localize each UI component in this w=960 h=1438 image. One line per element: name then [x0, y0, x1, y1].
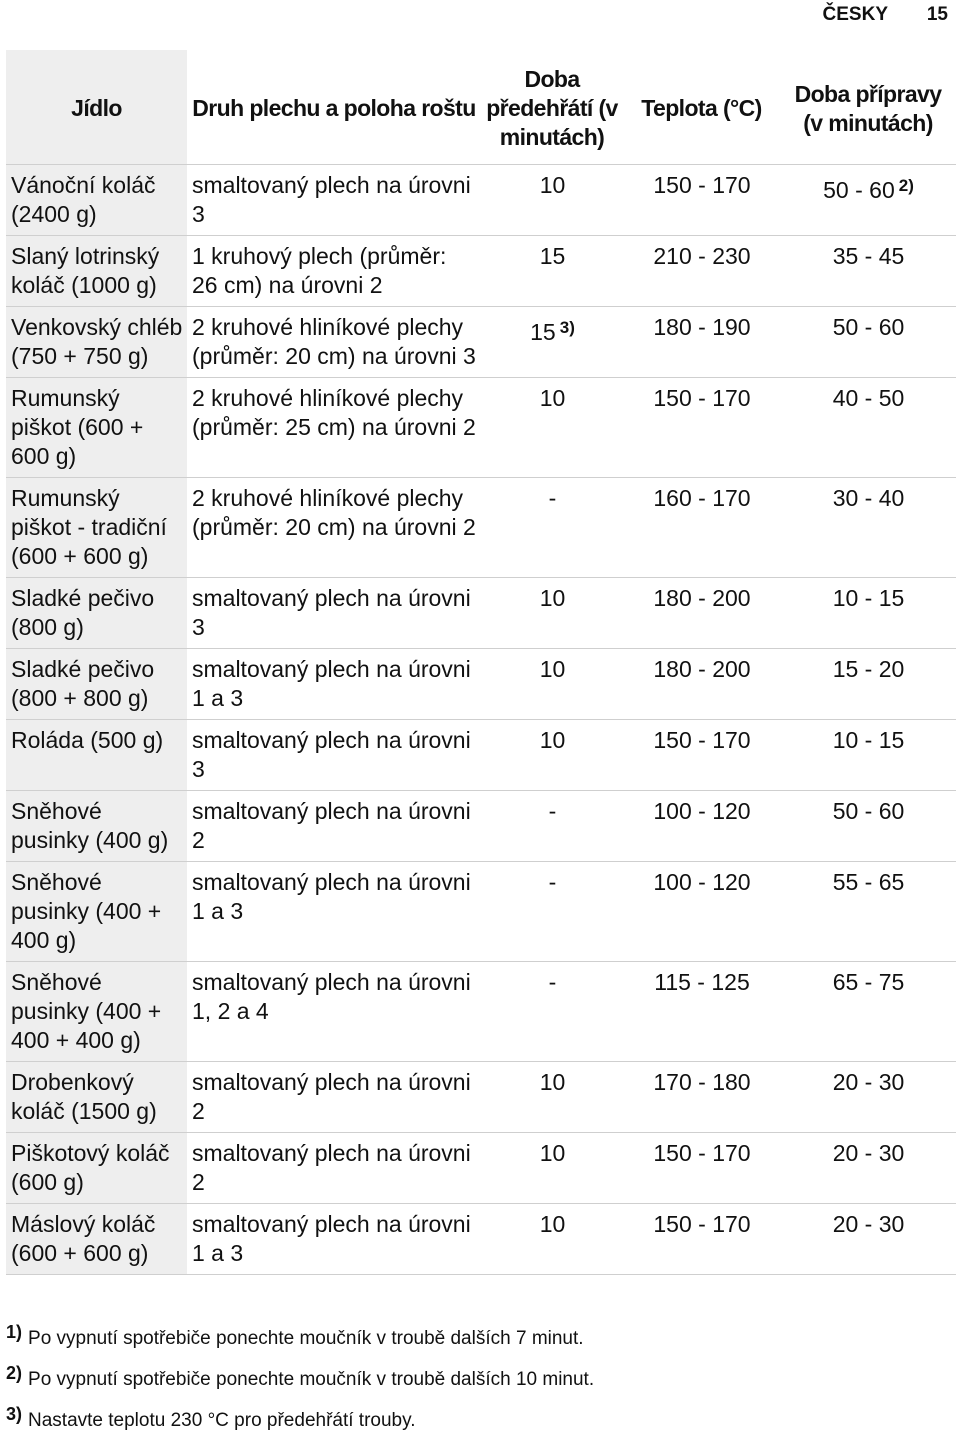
tray-cell [187, 1203, 481, 1274]
temperature-cell [623, 648, 780, 719]
temperature-cell-text: 170 - 180 [653, 1068, 751, 1095]
column-header-tray: Druh plechu a poloha roštu [192, 95, 476, 122]
footnote [6, 1397, 946, 1438]
temperature-cell-text: 180 - 200 [653, 655, 751, 682]
tray-cell [187, 164, 481, 235]
table-body [6, 164, 956, 1274]
dish-cell-text: Venkovský chléb (750 + 750 g) [11, 313, 183, 369]
temperature-cell-text: 160 - 170 [653, 484, 751, 511]
dish-cell [6, 961, 187, 1061]
tray-cell-text: smaltovaný plech na úrovni 1, 2 a 4 [192, 968, 471, 1024]
tray-cell [187, 1061, 481, 1132]
preheat-cell [481, 1061, 623, 1132]
table-row [6, 648, 956, 719]
preheat-cell [481, 164, 623, 235]
dish-cell [6, 477, 187, 577]
temperature-cell-text: 150 - 170 [653, 1210, 751, 1237]
footnotes [6, 1315, 946, 1438]
cooking-time-cell [780, 1132, 956, 1203]
temperature-cell [623, 790, 780, 861]
preheat-cell-text: - [548, 484, 557, 511]
cooking-time-cell-text: 10 - 15 [832, 584, 905, 611]
cooking-time-cell-text: 10 - 15 [832, 726, 905, 753]
temperature-cell [623, 306, 780, 377]
cooking-time-cell-text: 55 - 65 [832, 868, 905, 895]
tray-cell [187, 477, 481, 577]
preheat-cell [481, 790, 623, 861]
cooking-time-cell-text: 20 - 30 [832, 1068, 905, 1095]
footnote-mark: 3) [6, 1404, 23, 1424]
table-row [6, 719, 956, 790]
tray-cell [187, 648, 481, 719]
temperature-cell [623, 719, 780, 790]
table-row [6, 861, 956, 961]
table-row [6, 477, 956, 577]
tray-cell-text: smaltovaný plech na úrovni 3 [192, 726, 471, 782]
preheat-cell [481, 1203, 623, 1274]
cooking-time-cell-text: 65 - 75 [832, 968, 905, 995]
tray-cell-text: smaltovaný plech na úrovni 3 [192, 584, 471, 640]
tray-cell [187, 961, 481, 1061]
page-number: 15 [926, 4, 948, 25]
footnote [6, 1315, 946, 1356]
cooking-time-cell [780, 790, 956, 861]
table-row [6, 235, 956, 306]
preheat-cell [481, 861, 623, 961]
temperature-cell-text: 150 - 170 [653, 384, 751, 411]
preheat-cell [481, 306, 623, 377]
tray-cell-text: 2 kruhové hliníkové plechy (průměr: 20 cm) na úrovni 3 [192, 313, 476, 369]
table-row [6, 577, 956, 648]
table-row [6, 164, 956, 235]
tray-cell-text: 1 kruhový plech (průměr: 26 cm) na úrovni 2 [192, 242, 447, 298]
temperature-cell-text: 100 - 120 [653, 868, 751, 895]
cooking-time-cell-text: 50 - 60 [823, 176, 895, 203]
tray-cell [187, 1132, 481, 1203]
preheat-cell-text: - [548, 797, 557, 824]
preheat-cell-text: 10 [539, 1210, 566, 1237]
temperature-cell [623, 235, 780, 306]
temperature-cell-text: 100 - 120 [653, 797, 751, 824]
preheat-cell [481, 577, 623, 648]
footnote-mark: 1) [6, 1322, 23, 1342]
cooking-time-cell-text: 30 - 40 [832, 484, 905, 511]
cooking-time-cell [780, 477, 956, 577]
cooking-time-cell [780, 861, 956, 961]
dish-cell-text: Sněhové pusinky (400 + 400 + 400 g) [11, 968, 162, 1053]
cooking-time-cell-text: 15 - 20 [832, 655, 905, 682]
tray-cell [187, 719, 481, 790]
temperature-cell [623, 377, 780, 477]
cooking-time-cell [780, 961, 956, 1061]
temperature-cell-text: 150 - 170 [653, 726, 751, 753]
footnote-reference: 2) [898, 175, 914, 195]
column-header-cooking-time: Doba přípravy (v minutách) [794, 80, 942, 136]
dish-cell-text: Vánoční koláč (2400 g) [11, 171, 156, 227]
dish-cell-text: Rumunský piškot - tradiční (600 + 600 g) [11, 484, 167, 569]
table-row [6, 961, 956, 1061]
temperature-cell [623, 1203, 780, 1274]
preheat-cell-text: - [548, 968, 557, 995]
footnote [6, 1356, 946, 1397]
temperature-cell [623, 1061, 780, 1132]
tray-cell [187, 235, 481, 306]
preheat-cell [481, 719, 623, 790]
dish-cell [6, 1061, 187, 1132]
preheat-cell-text: - [548, 868, 557, 895]
tray-cell-text: 2 kruhové hliníkové plechy (průměr: 20 cm) na úrovni 2 [192, 484, 476, 540]
dish-cell [6, 577, 187, 648]
cooking-time-cell [780, 164, 956, 235]
temperature-cell [623, 861, 780, 961]
tray-cell-text: smaltovaný plech na úrovni 2 [192, 1139, 471, 1195]
dish-cell [6, 1203, 187, 1274]
dish-cell-text: Sladké pečivo (800 + 800 g) [11, 655, 155, 711]
tray-cell [187, 377, 481, 477]
language-label: ČESKY [822, 4, 888, 25]
preheat-cell-text: 15 [539, 242, 566, 269]
cooking-time-cell-text: 20 - 30 [832, 1139, 905, 1166]
tray-cell [187, 790, 481, 861]
dish-cell [6, 1132, 187, 1203]
dish-cell [6, 861, 187, 961]
temperature-cell-text: 210 - 230 [653, 242, 751, 269]
preheat-cell [481, 377, 623, 477]
footnote-reference: 3) [559, 317, 575, 337]
dish-cell-text: Rumunský piškot (600 + 600 g) [11, 384, 144, 469]
temperature-cell-text: 180 - 190 [653, 313, 751, 340]
preheat-cell-text: 10 [539, 1068, 566, 1095]
preheat-cell-text: 10 [539, 1139, 566, 1166]
temperature-cell-text: 150 - 170 [653, 171, 751, 198]
cooking-time-cell-text: 50 - 60 [832, 313, 905, 340]
dish-cell [6, 235, 187, 306]
page-header [0, 0, 960, 36]
dish-cell-text: Máslový koláč (600 + 600 g) [11, 1210, 156, 1266]
dish-cell [6, 648, 187, 719]
cooking-time-cell-text: 50 - 60 [832, 797, 905, 824]
dish-cell [6, 164, 187, 235]
table-row [6, 1203, 956, 1274]
tray-cell-text: smaltovaný plech na úrovni 1 a 3 [192, 1210, 471, 1266]
temperature-cell [623, 961, 780, 1061]
table-row [6, 377, 956, 477]
preheat-cell-text: 10 [539, 655, 566, 682]
temperature-cell [623, 1132, 780, 1203]
temperature-cell-text: 115 - 125 [654, 968, 750, 995]
preheat-cell-text: 10 [539, 726, 566, 753]
dish-cell [6, 377, 187, 477]
footnote-mark: 2) [6, 1363, 23, 1383]
footnote-text: Po vypnutí spotřebiče ponechte moučník v troubě dalších 10 minut. [28, 1369, 595, 1390]
table-row [6, 790, 956, 861]
dish-cell-text: Piškotový koláč (600 g) [11, 1139, 170, 1195]
tray-cell-text: smaltovaný plech na úrovni 1 a 3 [192, 868, 471, 924]
preheat-cell [481, 235, 623, 306]
cooking-time-cell-text: 40 - 50 [832, 384, 905, 411]
preheat-cell [481, 477, 623, 577]
dish-cell [6, 790, 187, 861]
dish-cell-text: Drobenkový koláč (1500 g) [11, 1068, 157, 1124]
tray-cell-text: 2 kruhové hliníkové plechy (průměr: 25 cm) na úrovni 2 [192, 384, 476, 440]
tray-cell [187, 577, 481, 648]
preheat-cell-text: 15 [530, 318, 556, 345]
cooking-time-cell-text: 20 - 30 [832, 1210, 905, 1237]
dish-cell-text: Sněhové pusinky (400 + 400 g) [11, 868, 162, 953]
temperature-cell-text: 180 - 200 [653, 584, 751, 611]
preheat-cell-text: 10 [539, 384, 566, 411]
dish-cell [6, 306, 187, 377]
table-row [6, 1061, 956, 1132]
table-row [6, 1132, 956, 1203]
cooking-time-cell [780, 577, 956, 648]
temperature-cell [623, 164, 780, 235]
tray-cell [187, 861, 481, 961]
cooking-time-cell [780, 306, 956, 377]
temperature-cell-text: 150 - 170 [653, 1139, 751, 1166]
table-header-row [6, 50, 956, 164]
column-header-dish: Jídlo [6, 50, 187, 164]
preheat-cell-text: 10 [539, 584, 566, 611]
dish-cell-text: Roláda (500 g) [11, 726, 164, 753]
preheat-cell [481, 648, 623, 719]
cooking-time-cell [780, 235, 956, 306]
cooking-time-cell-text: 35 - 45 [832, 242, 905, 269]
temperature-cell [623, 477, 780, 577]
preheat-cell-text: 10 [539, 171, 566, 198]
cooking-time-cell [780, 377, 956, 477]
column-header-temperature: Teplota (°C) [641, 95, 762, 122]
preheat-cell [481, 1132, 623, 1203]
tray-cell-text: smaltovaný plech na úrovni 3 [192, 171, 471, 227]
tray-cell-text: smaltovaný plech na úrovni 1 a 3 [192, 655, 471, 711]
cooking-time-cell [780, 1061, 956, 1132]
dish-cell-text: Slaný lotrinský koláč (1000 g) [11, 242, 160, 298]
column-header-preheat: Doba předehřátí (v minutách) [486, 66, 618, 151]
footnote-text: Po vypnutí spotřebiče ponechte moučník v troubě dalších 7 minut. [28, 1328, 584, 1349]
baking-table [6, 50, 956, 1275]
cooking-time-cell [780, 1203, 956, 1274]
tray-cell [187, 306, 481, 377]
temperature-cell [623, 577, 780, 648]
preheat-cell [481, 961, 623, 1061]
table-row [6, 306, 956, 377]
cooking-time-cell [780, 719, 956, 790]
tray-cell-text: smaltovaný plech na úrovni 2 [192, 1068, 471, 1124]
cooking-time-cell [780, 648, 956, 719]
tray-cell-text: smaltovaný plech na úrovni 2 [192, 797, 471, 853]
footnote-text: Nastavte teplotu 230 °C pro předehřátí trouby. [28, 1410, 416, 1431]
dish-cell-text: Sladké pečivo (800 g) [11, 584, 155, 640]
dish-cell [6, 719, 187, 790]
dish-cell-text: Sněhové pusinky (400 g) [11, 797, 169, 853]
